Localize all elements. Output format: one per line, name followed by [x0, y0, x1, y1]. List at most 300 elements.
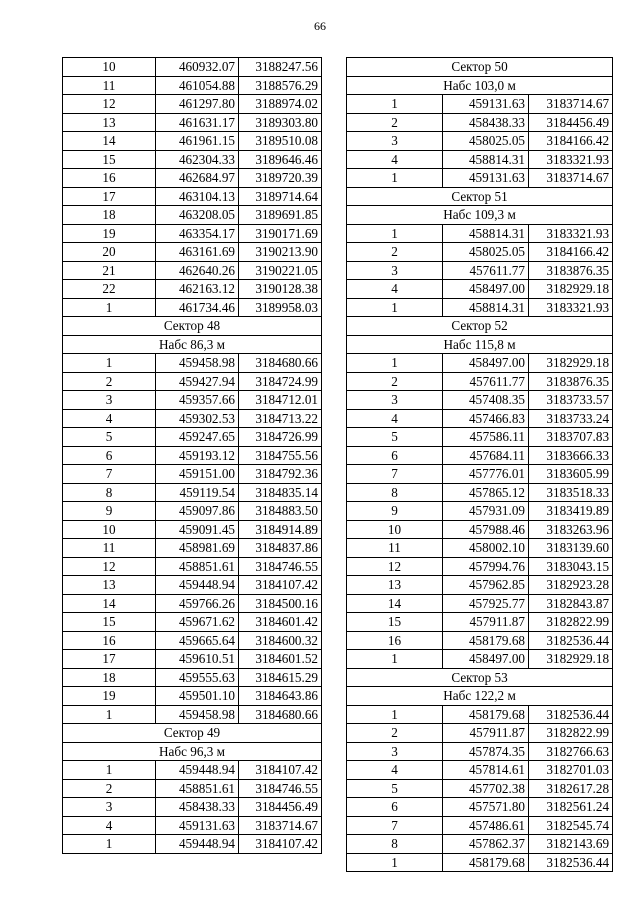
point-number: 6 — [63, 446, 156, 465]
point-number: 1 — [347, 224, 443, 243]
point-number: 21 — [63, 261, 156, 280]
y-coordinate: 3183321.93 — [529, 150, 613, 169]
x-coordinate: 459302.53 — [156, 409, 239, 428]
x-coordinate: 457931.09 — [443, 502, 529, 521]
sector-header-row — [347, 687, 613, 706]
table-row — [347, 631, 613, 650]
table-row — [347, 835, 613, 854]
table-row — [347, 150, 613, 169]
table-row — [347, 557, 613, 576]
table-row — [347, 372, 613, 391]
x-coordinate: 457486.61 — [443, 816, 529, 835]
table-row — [347, 853, 613, 872]
table-row — [347, 650, 613, 669]
x-coordinate: 457466.83 — [443, 409, 529, 428]
table-row — [347, 520, 613, 539]
point-number: 5 — [347, 779, 443, 798]
x-coordinate: 457911.87 — [443, 724, 529, 743]
table-row — [63, 372, 322, 391]
x-coordinate: 462163.12 — [156, 280, 239, 299]
table-row — [63, 613, 322, 632]
sector-header: Сектор 53 — [347, 668, 613, 687]
point-number: 16 — [347, 631, 443, 650]
x-coordinate: 459131.63 — [443, 169, 529, 188]
point-number: 1 — [347, 298, 443, 317]
table-row — [347, 95, 613, 114]
x-coordinate: 457776.01 — [443, 465, 529, 484]
point-number: 2 — [347, 372, 443, 391]
table-row — [347, 483, 613, 502]
page-number: 66 — [314, 19, 326, 33]
x-coordinate: 459091.45 — [156, 520, 239, 539]
table-row — [63, 502, 322, 521]
table-row — [63, 465, 322, 484]
table-row — [63, 798, 322, 817]
table-row — [347, 539, 613, 558]
point-number: 17 — [63, 187, 156, 206]
point-number: 2 — [347, 113, 443, 132]
y-coordinate: 3184107.42 — [239, 761, 322, 780]
x-coordinate: 458179.68 — [443, 853, 529, 872]
table-row — [63, 835, 322, 854]
x-coordinate: 458179.68 — [443, 705, 529, 724]
x-coordinate: 460932.07 — [156, 58, 239, 77]
table-row — [347, 409, 613, 428]
y-coordinate: 3184792.36 — [239, 465, 322, 484]
y-coordinate: 3182929.18 — [529, 280, 613, 299]
sector-header-row — [347, 206, 613, 225]
x-coordinate: 459131.63 — [156, 816, 239, 835]
x-coordinate: 459610.51 — [156, 650, 239, 669]
table-row — [347, 261, 613, 280]
point-number: 9 — [347, 502, 443, 521]
table-row — [63, 113, 322, 132]
point-number: 6 — [347, 798, 443, 817]
table-row — [63, 409, 322, 428]
sector-header-row — [347, 58, 613, 77]
x-coordinate: 457994.76 — [443, 557, 529, 576]
x-coordinate: 458851.61 — [156, 557, 239, 576]
table-row — [63, 446, 322, 465]
y-coordinate: 3184726.99 — [239, 428, 322, 447]
x-coordinate: 463161.69 — [156, 243, 239, 262]
point-number: 15 — [63, 150, 156, 169]
y-coordinate: 3184837.86 — [239, 539, 322, 558]
sector-header: Набс 96,3 м — [63, 742, 322, 761]
x-coordinate: 458497.00 — [443, 280, 529, 299]
point-number: 17 — [63, 650, 156, 669]
y-coordinate: 3182822.99 — [529, 724, 613, 743]
point-number: 15 — [347, 613, 443, 632]
point-number: 8 — [63, 483, 156, 502]
point-number: 1 — [347, 650, 443, 669]
point-number: 2 — [347, 243, 443, 262]
y-coordinate: 3182701.03 — [529, 761, 613, 780]
y-coordinate: 3189646.46 — [239, 150, 322, 169]
point-number: 10 — [347, 520, 443, 539]
x-coordinate: 457611.77 — [443, 261, 529, 280]
y-coordinate: 3182536.44 — [529, 853, 613, 872]
y-coordinate: 3182843.87 — [529, 594, 613, 613]
x-coordinate: 461631.17 — [156, 113, 239, 132]
y-coordinate: 3184601.42 — [239, 613, 322, 632]
sector-header: Сектор 48 — [63, 317, 322, 336]
y-coordinate: 3190221.05 — [239, 261, 322, 280]
table-row — [63, 132, 322, 151]
table-row — [347, 132, 613, 151]
coordinates-table-right — [346, 57, 613, 872]
sector-header-row — [63, 742, 322, 761]
point-number: 10 — [63, 520, 156, 539]
x-coordinate: 458025.05 — [443, 243, 529, 262]
table-row — [63, 668, 322, 687]
x-coordinate: 459427.94 — [156, 372, 239, 391]
table-row — [63, 520, 322, 539]
y-coordinate: 3189691.85 — [239, 206, 322, 225]
table-row — [63, 243, 322, 262]
table-row — [63, 391, 322, 410]
point-number: 3 — [347, 742, 443, 761]
point-number: 7 — [347, 816, 443, 835]
table-row — [347, 761, 613, 780]
y-coordinate: 3188974.02 — [239, 95, 322, 114]
table-row — [347, 280, 613, 299]
table-row — [347, 428, 613, 447]
sector-header-row — [347, 335, 613, 354]
y-coordinate: 3184713.22 — [239, 409, 322, 428]
sector-header-row — [347, 668, 613, 687]
x-coordinate: 458438.33 — [443, 113, 529, 132]
table-row — [63, 354, 322, 373]
table-row — [63, 76, 322, 95]
x-coordinate: 461297.80 — [156, 95, 239, 114]
table-row — [63, 557, 322, 576]
point-number: 4 — [347, 150, 443, 169]
y-coordinate: 3183714.67 — [239, 816, 322, 835]
y-coordinate: 3190171.69 — [239, 224, 322, 243]
table-row — [63, 705, 322, 724]
y-coordinate: 3183707.83 — [529, 428, 613, 447]
table-row — [347, 113, 613, 132]
x-coordinate: 459448.94 — [156, 835, 239, 854]
y-coordinate: 3189510.08 — [239, 132, 322, 151]
table-row — [347, 705, 613, 724]
sector-header: Набс 115,8 м — [347, 335, 613, 354]
table-row — [63, 95, 322, 114]
point-number: 2 — [63, 779, 156, 798]
point-number: 13 — [63, 576, 156, 595]
y-coordinate: 3182561.24 — [529, 798, 613, 817]
y-coordinate: 3184600.32 — [239, 631, 322, 650]
coordinates-table-left — [62, 57, 322, 854]
sector-header: Сектор 52 — [347, 317, 613, 336]
y-coordinate: 3184166.42 — [529, 243, 613, 262]
point-number: 1 — [347, 169, 443, 188]
x-coordinate: 458497.00 — [443, 650, 529, 669]
y-coordinate: 3183263.96 — [529, 520, 613, 539]
y-coordinate: 3184914.89 — [239, 520, 322, 539]
x-coordinate: 458851.61 — [156, 779, 239, 798]
point-number: 4 — [347, 409, 443, 428]
y-coordinate: 3184601.52 — [239, 650, 322, 669]
x-coordinate: 459448.94 — [156, 576, 239, 595]
x-coordinate: 461734.46 — [156, 298, 239, 317]
x-coordinate: 459097.86 — [156, 502, 239, 521]
point-number: 3 — [63, 798, 156, 817]
y-coordinate: 3189958.03 — [239, 298, 322, 317]
x-coordinate: 463208.05 — [156, 206, 239, 225]
y-coordinate: 3184746.55 — [239, 557, 322, 576]
point-number: 13 — [63, 113, 156, 132]
table-row — [347, 446, 613, 465]
point-number: 19 — [63, 224, 156, 243]
table-row — [347, 724, 613, 743]
y-coordinate: 3184500.16 — [239, 594, 322, 613]
x-coordinate: 459665.64 — [156, 631, 239, 650]
y-coordinate: 3183139.60 — [529, 539, 613, 558]
table-row — [347, 354, 613, 373]
point-number: 18 — [63, 668, 156, 687]
table-row — [63, 187, 322, 206]
x-coordinate: 458438.33 — [156, 798, 239, 817]
y-coordinate: 3184107.42 — [239, 835, 322, 854]
point-number: 1 — [63, 298, 156, 317]
table-row — [63, 261, 322, 280]
table-row — [347, 576, 613, 595]
point-number: 7 — [347, 465, 443, 484]
table-row — [347, 816, 613, 835]
y-coordinate: 3182545.74 — [529, 816, 613, 835]
y-coordinate: 3183043.15 — [529, 557, 613, 576]
point-number: 11 — [63, 76, 156, 95]
x-coordinate: 462304.33 — [156, 150, 239, 169]
x-coordinate: 459119.54 — [156, 483, 239, 502]
x-coordinate: 457911.87 — [443, 613, 529, 632]
table-row — [63, 280, 322, 299]
y-coordinate: 3189714.64 — [239, 187, 322, 206]
table-row — [63, 169, 322, 188]
table-row — [63, 687, 322, 706]
x-coordinate: 458025.05 — [443, 132, 529, 151]
point-number: 5 — [63, 428, 156, 447]
x-coordinate: 457925.77 — [443, 594, 529, 613]
x-coordinate: 458814.31 — [443, 298, 529, 317]
point-number: 7 — [63, 465, 156, 484]
x-coordinate: 459766.26 — [156, 594, 239, 613]
point-number: 1 — [347, 853, 443, 872]
y-coordinate: 3184712.01 — [239, 391, 322, 410]
point-number: 8 — [347, 483, 443, 502]
point-number: 19 — [63, 687, 156, 706]
x-coordinate: 459555.63 — [156, 668, 239, 687]
point-number: 8 — [347, 835, 443, 854]
y-coordinate: 3189303.80 — [239, 113, 322, 132]
point-number: 4 — [347, 761, 443, 780]
point-number: 3 — [347, 261, 443, 280]
y-coordinate: 3182766.63 — [529, 742, 613, 761]
x-coordinate: 462684.97 — [156, 169, 239, 188]
x-coordinate: 458814.31 — [443, 224, 529, 243]
point-number: 4 — [63, 816, 156, 835]
y-coordinate: 3184746.55 — [239, 779, 322, 798]
table-row — [63, 650, 322, 669]
point-number: 16 — [63, 169, 156, 188]
x-coordinate: 463104.13 — [156, 187, 239, 206]
sector-header: Набс 109,3 м — [347, 206, 613, 225]
table-row — [63, 816, 322, 835]
x-coordinate: 458981.69 — [156, 539, 239, 558]
x-coordinate: 457586.11 — [443, 428, 529, 447]
x-coordinate: 459247.65 — [156, 428, 239, 447]
table-row — [347, 298, 613, 317]
y-coordinate: 3183876.35 — [529, 372, 613, 391]
y-coordinate: 3183733.57 — [529, 391, 613, 410]
x-coordinate: 459131.63 — [443, 95, 529, 114]
sector-header-row — [63, 335, 322, 354]
table-row — [63, 483, 322, 502]
y-coordinate: 3184456.49 — [529, 113, 613, 132]
x-coordinate: 457962.85 — [443, 576, 529, 595]
y-coordinate: 3184643.86 — [239, 687, 322, 706]
y-coordinate: 3189720.39 — [239, 169, 322, 188]
table-row — [347, 594, 613, 613]
point-number: 6 — [347, 446, 443, 465]
y-coordinate: 3183321.93 — [529, 298, 613, 317]
y-coordinate: 3184755.56 — [239, 446, 322, 465]
point-number: 11 — [347, 539, 443, 558]
sector-header-row — [347, 187, 613, 206]
point-number: 16 — [63, 631, 156, 650]
x-coordinate: 459671.62 — [156, 613, 239, 632]
x-coordinate: 459458.98 — [156, 354, 239, 373]
y-coordinate: 3183666.33 — [529, 446, 613, 465]
y-coordinate: 3183518.33 — [529, 483, 613, 502]
y-coordinate: 3188576.29 — [239, 76, 322, 95]
y-coordinate: 3183733.24 — [529, 409, 613, 428]
point-number: 14 — [63, 594, 156, 613]
point-number: 1 — [63, 354, 156, 373]
point-number: 1 — [347, 354, 443, 373]
table-row — [63, 428, 322, 447]
x-coordinate: 459357.66 — [156, 391, 239, 410]
x-coordinate: 459458.98 — [156, 705, 239, 724]
table-row — [347, 465, 613, 484]
point-number: 13 — [347, 576, 443, 595]
point-number: 14 — [347, 594, 443, 613]
point-number: 22 — [63, 280, 156, 299]
y-coordinate: 3182617.28 — [529, 779, 613, 798]
point-number: 3 — [63, 391, 156, 410]
x-coordinate: 458002.10 — [443, 539, 529, 558]
x-coordinate: 458497.00 — [443, 354, 529, 373]
table-row — [347, 613, 613, 632]
sector-header: Набс 103,0 м — [347, 76, 613, 95]
table-row — [63, 761, 322, 780]
point-number: 5 — [347, 428, 443, 447]
x-coordinate: 457611.77 — [443, 372, 529, 391]
table-row — [63, 206, 322, 225]
y-coordinate: 3182929.18 — [529, 650, 613, 669]
x-coordinate: 461961.15 — [156, 132, 239, 151]
y-coordinate: 3183419.89 — [529, 502, 613, 521]
y-coordinate: 3190128.38 — [239, 280, 322, 299]
y-coordinate: 3182536.44 — [529, 705, 613, 724]
sector-header: Набс 122,2 м — [347, 687, 613, 706]
y-coordinate: 3182143.69 — [529, 835, 613, 854]
x-coordinate: 457862.37 — [443, 835, 529, 854]
table-row — [347, 243, 613, 262]
x-coordinate: 462640.26 — [156, 261, 239, 280]
table-row — [347, 798, 613, 817]
y-coordinate: 3184724.99 — [239, 372, 322, 391]
y-coordinate: 3182536.44 — [529, 631, 613, 650]
table-row — [63, 576, 322, 595]
y-coordinate: 3190213.90 — [239, 243, 322, 262]
sector-header-row — [347, 317, 613, 336]
sector-header-row — [63, 317, 322, 336]
point-number: 1 — [63, 761, 156, 780]
x-coordinate: 457874.35 — [443, 742, 529, 761]
x-coordinate: 459193.12 — [156, 446, 239, 465]
point-number: 4 — [63, 409, 156, 428]
x-coordinate: 457988.46 — [443, 520, 529, 539]
y-coordinate: 3184883.50 — [239, 502, 322, 521]
point-number: 14 — [63, 132, 156, 151]
point-number: 12 — [63, 557, 156, 576]
y-coordinate: 3183714.67 — [529, 95, 613, 114]
table-row — [63, 779, 322, 798]
y-coordinate: 3184107.42 — [239, 576, 322, 595]
x-coordinate: 457814.61 — [443, 761, 529, 780]
y-coordinate: 3188247.56 — [239, 58, 322, 77]
point-number: 15 — [63, 613, 156, 632]
y-coordinate: 3182822.99 — [529, 613, 613, 632]
x-coordinate: 461054.88 — [156, 76, 239, 95]
point-number: 20 — [63, 243, 156, 262]
table-row — [63, 224, 322, 243]
point-number: 2 — [347, 724, 443, 743]
y-coordinate: 3182923.28 — [529, 576, 613, 595]
x-coordinate: 457571.80 — [443, 798, 529, 817]
y-coordinate: 3182929.18 — [529, 354, 613, 373]
point-number: 18 — [63, 206, 156, 225]
y-coordinate: 3183605.99 — [529, 465, 613, 484]
point-number: 3 — [347, 132, 443, 151]
y-coordinate: 3184456.49 — [239, 798, 322, 817]
y-coordinate: 3184615.29 — [239, 668, 322, 687]
y-coordinate: 3183714.67 — [529, 169, 613, 188]
x-coordinate: 459151.00 — [156, 465, 239, 484]
sector-header: Сектор 51 — [347, 187, 613, 206]
table-row — [347, 391, 613, 410]
y-coordinate: 3183876.35 — [529, 261, 613, 280]
table-row — [347, 779, 613, 798]
sector-header: Сектор 49 — [63, 724, 322, 743]
point-number: 11 — [63, 539, 156, 558]
point-number: 9 — [63, 502, 156, 521]
x-coordinate: 457702.38 — [443, 779, 529, 798]
sector-header-row — [63, 724, 322, 743]
table-row — [63, 631, 322, 650]
x-coordinate: 457865.12 — [443, 483, 529, 502]
point-number: 3 — [347, 391, 443, 410]
table-row — [63, 539, 322, 558]
point-number: 10 — [63, 58, 156, 77]
y-coordinate: 3184680.66 — [239, 354, 322, 373]
y-coordinate: 3184835.14 — [239, 483, 322, 502]
point-number: 1 — [63, 705, 156, 724]
x-coordinate: 458179.68 — [443, 631, 529, 650]
